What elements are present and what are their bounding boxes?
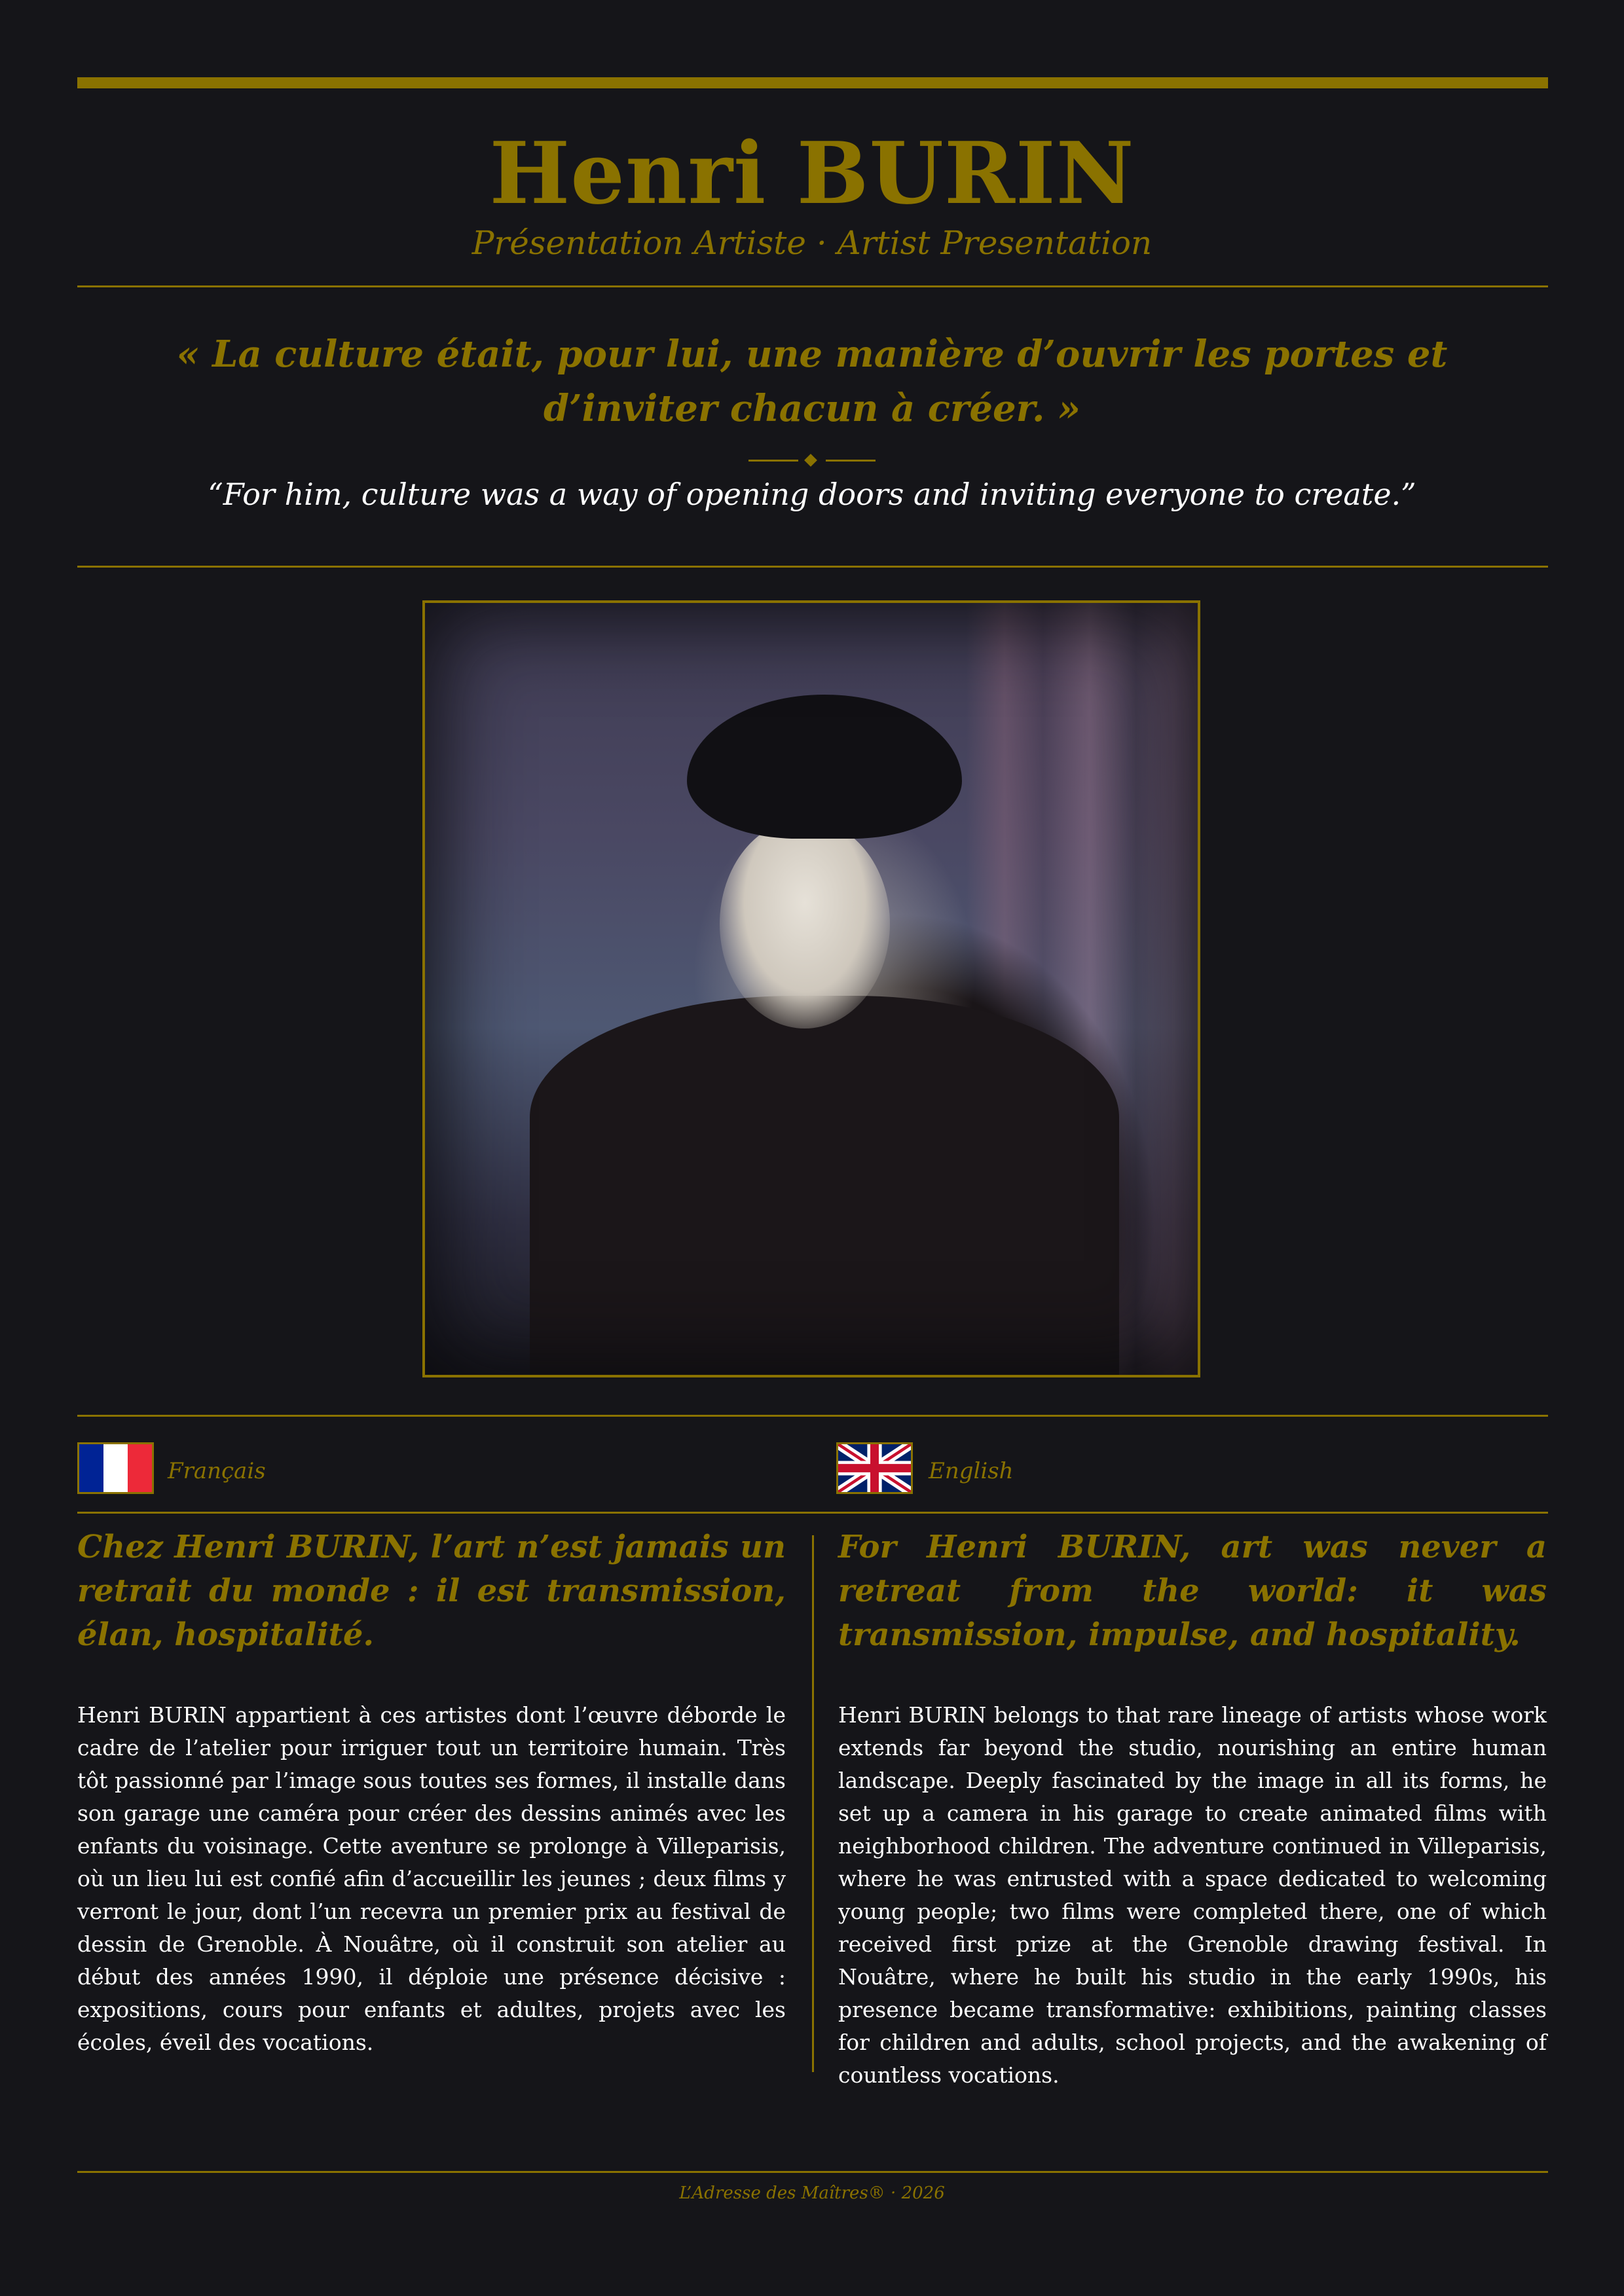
uk-flag-icon bbox=[836, 1442, 913, 1494]
footer-text: L’Adresse des Maîtres® · 2026 bbox=[679, 2183, 945, 2203]
language-label-french bbox=[77, 1437, 798, 1496]
english-heading: For Henri BURIN, art was never a retreat from the world: it was transmission, impulse, and hospitality. bbox=[838, 1529, 1547, 1653]
english-body: Henri BURIN belongs to that rare lineage of artists whose work extends far beyond the studio, nourishing an entire human landscape. Deeply fascinated by the image in all its forms, he set up a camera in his garage to create animated films with neighborhood children. The adventure continued in Villeparisis, where he was entrusted with a space dedicated to welcoming young people; two films were completed there, one of which received first prize at the Grenoble drawing festival. In Nouâtre, where he built his studio in the early 1990s, his presence became transformative: exhibitions, painting classes for children and adults, school projects, and the awakening of countless vocations. bbox=[838, 1702, 1547, 2088]
quote-divider bbox=[77, 566, 1548, 568]
page-title: Henri BURIN bbox=[489, 123, 1135, 223]
page-subtitle: Présentation Artiste · Artist Presentation bbox=[471, 224, 1153, 262]
language-name: Français bbox=[168, 1458, 266, 1484]
language-label-english bbox=[836, 1437, 1557, 1496]
portrait-divider bbox=[77, 1415, 1548, 1417]
header-divider bbox=[77, 285, 1548, 287]
quote-english: “For him, culture was a way of opening doors and inviting everyone to create.” bbox=[208, 477, 1416, 512]
french-heading: Chez Henri BURIN, l’art n’est jamais un retrait du monde : il est transmission, élan, hospitalité. bbox=[77, 1529, 786, 1653]
france-flag-icon bbox=[77, 1442, 154, 1494]
language-name: English bbox=[929, 1458, 1014, 1484]
footer-divider bbox=[77, 2171, 1548, 2173]
column-divider bbox=[812, 1535, 814, 2072]
language-divider bbox=[77, 1512, 1548, 1514]
artist-portrait bbox=[422, 600, 1200, 1377]
french-body: Henri BURIN appartient à ces artistes dont l’œuvre déborde le cadre de l’atelier pour irriguer tout un territoire humain. Très tôt passionné par l’image sous toutes ses formes, il installe dans son garage une caméra pour créer des dessins animés avec les enfants du voisinage. Cette aventure se prolonge à Villeparisis, où un lieu lui est confié afin d’accueillir les jeunes ; deux films y verront le jour, dont l’un recevra un premier prix au festival de dessin de Grenoble. À Nouâtre, où il construit son atelier au début des années 1990, il déploie une présence décisive : expositions, cours pour enfants et adultes, projets avec les écoles, éveil des vocations. bbox=[77, 1702, 786, 2055]
quote-french: « La culture était, pour lui, une manière d’ouvrir les portes et d’inviter chacun à créer. » bbox=[176, 333, 1448, 430]
top-accent-bar bbox=[77, 77, 1548, 88]
ornament-divider-icon bbox=[748, 455, 876, 465]
